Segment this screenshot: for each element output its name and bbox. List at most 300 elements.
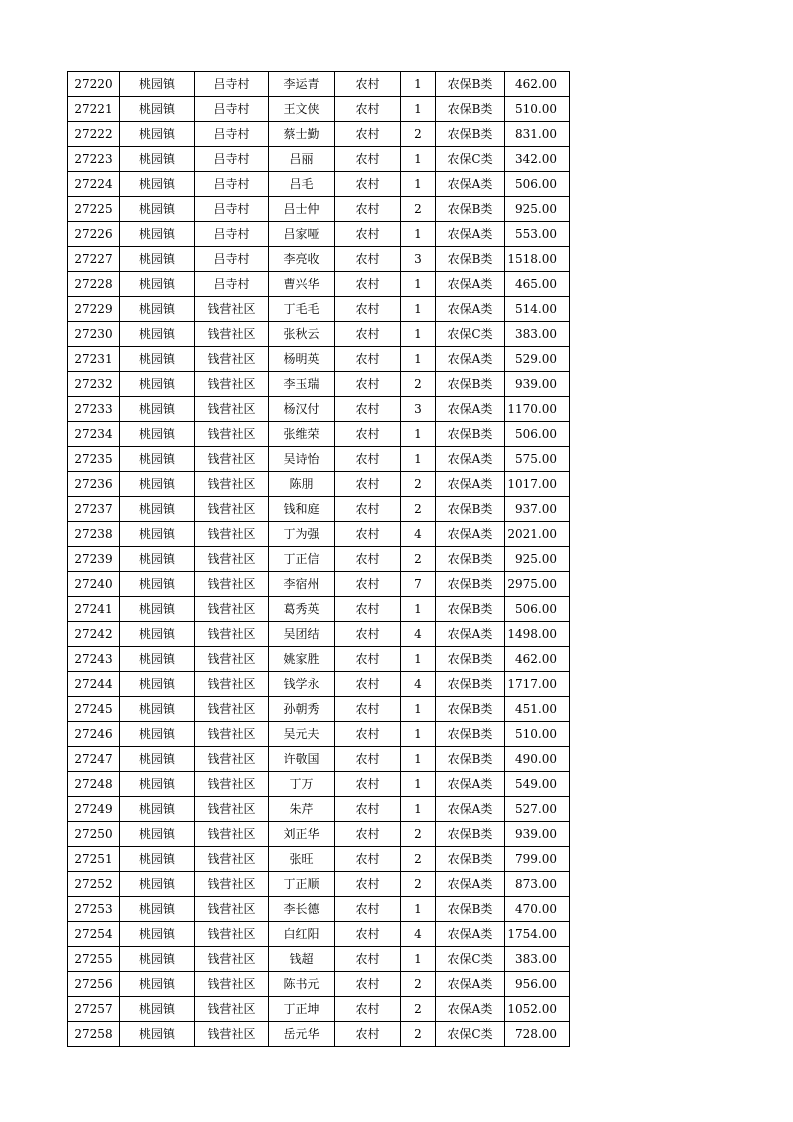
cell-amount: 510.00 xyxy=(505,97,570,122)
cell-name: 吕毛 xyxy=(269,172,335,197)
cell-name: 吕丽 xyxy=(269,147,335,172)
cell-id: 27258 xyxy=(68,1022,120,1047)
cell-village: 钱营社区 xyxy=(195,772,269,797)
cell-person-count: 2 xyxy=(401,547,436,572)
cell-town: 桃园镇 xyxy=(120,547,195,572)
cell-village: 钱营社区 xyxy=(195,522,269,547)
cell-category: 农保B类 xyxy=(436,122,505,147)
cell-id: 27228 xyxy=(68,272,120,297)
cell-household-type: 农村 xyxy=(335,522,401,547)
cell-village: 钱营社区 xyxy=(195,947,269,972)
cell-name: 张维荣 xyxy=(269,422,335,447)
cell-amount: 451.00 xyxy=(505,697,570,722)
cell-household-type: 农村 xyxy=(335,972,401,997)
table-row xyxy=(68,372,570,397)
cell-amount: 383.00 xyxy=(505,322,570,347)
cell-town: 桃园镇 xyxy=(120,122,195,147)
cell-amount: 510.00 xyxy=(505,722,570,747)
cell-id: 27254 xyxy=(68,922,120,947)
cell-category: 农保B类 xyxy=(436,197,505,222)
cell-id: 27229 xyxy=(68,297,120,322)
cell-category: 农保B类 xyxy=(436,247,505,272)
table-row xyxy=(68,672,570,697)
cell-person-count: 2 xyxy=(401,497,436,522)
cell-category: 农保A类 xyxy=(436,172,505,197)
cell-category: 农保A类 xyxy=(436,922,505,947)
cell-category: 农保B类 xyxy=(436,547,505,572)
cell-category: 农保B类 xyxy=(436,572,505,597)
cell-village: 钱营社区 xyxy=(195,747,269,772)
cell-town: 桃园镇 xyxy=(120,997,195,1022)
cell-household-type: 农村 xyxy=(335,422,401,447)
cell-id: 27227 xyxy=(68,247,120,272)
cell-town: 桃园镇 xyxy=(120,672,195,697)
cell-name: 李长德 xyxy=(269,897,335,922)
cell-person-count: 2 xyxy=(401,372,436,397)
cell-name: 蔡士勤 xyxy=(269,122,335,147)
cell-category: 农保B类 xyxy=(436,722,505,747)
cell-id: 27235 xyxy=(68,447,120,472)
cell-category: 农保B类 xyxy=(436,747,505,772)
cell-amount: 527.00 xyxy=(505,797,570,822)
cell-person-count: 1 xyxy=(401,97,436,122)
cell-amount: 873.00 xyxy=(505,872,570,897)
cell-category: 农保A类 xyxy=(436,447,505,472)
cell-household-type: 农村 xyxy=(335,247,401,272)
cell-town: 桃园镇 xyxy=(120,97,195,122)
cell-amount: 553.00 xyxy=(505,222,570,247)
cell-town: 桃园镇 xyxy=(120,797,195,822)
table-row xyxy=(68,322,570,347)
table-row xyxy=(68,222,570,247)
table-row xyxy=(68,797,570,822)
cell-town: 桃园镇 xyxy=(120,897,195,922)
cell-name: 白红阳 xyxy=(269,922,335,947)
cell-name: 李运青 xyxy=(269,72,335,97)
cell-name: 李宿州 xyxy=(269,572,335,597)
cell-name: 丁万 xyxy=(269,772,335,797)
cell-village: 钱营社区 xyxy=(195,397,269,422)
cell-category: 农保A类 xyxy=(436,972,505,997)
cell-village: 钱营社区 xyxy=(195,822,269,847)
cell-person-count: 1 xyxy=(401,447,436,472)
cell-name: 吴团结 xyxy=(269,622,335,647)
cell-amount: 575.00 xyxy=(505,447,570,472)
cell-person-count: 1 xyxy=(401,597,436,622)
table-row xyxy=(68,297,570,322)
table-row xyxy=(68,497,570,522)
cell-id: 27241 xyxy=(68,597,120,622)
cell-person-count: 1 xyxy=(401,172,436,197)
cell-village: 钱营社区 xyxy=(195,797,269,822)
cell-village: 吕寺村 xyxy=(195,72,269,97)
cell-name: 钱超 xyxy=(269,947,335,972)
cell-id: 27224 xyxy=(68,172,120,197)
cell-household-type: 农村 xyxy=(335,647,401,672)
cell-person-count: 2 xyxy=(401,822,436,847)
cell-amount: 1754.00 xyxy=(505,922,570,947)
cell-household-type: 农村 xyxy=(335,372,401,397)
cell-amount: 2975.00 xyxy=(505,572,570,597)
cell-household-type: 农村 xyxy=(335,72,401,97)
cell-id: 27257 xyxy=(68,997,120,1022)
cell-village: 吕寺村 xyxy=(195,147,269,172)
cell-person-count: 3 xyxy=(401,247,436,272)
cell-category: 农保B类 xyxy=(436,847,505,872)
cell-amount: 506.00 xyxy=(505,597,570,622)
cell-household-type: 农村 xyxy=(335,1022,401,1047)
cell-household-type: 农村 xyxy=(335,322,401,347)
table-row xyxy=(68,447,570,472)
cell-household-type: 农村 xyxy=(335,572,401,597)
cell-name: 许敬国 xyxy=(269,747,335,772)
cell-person-count: 1 xyxy=(401,747,436,772)
cell-village: 钱营社区 xyxy=(195,672,269,697)
cell-household-type: 农村 xyxy=(335,172,401,197)
cell-household-type: 农村 xyxy=(335,622,401,647)
cell-village: 钱营社区 xyxy=(195,972,269,997)
cell-category: 农保A类 xyxy=(436,997,505,1022)
cell-town: 桃园镇 xyxy=(120,647,195,672)
cell-household-type: 农村 xyxy=(335,822,401,847)
table-row xyxy=(68,897,570,922)
cell-id: 27220 xyxy=(68,72,120,97)
cell-village: 钱营社区 xyxy=(195,472,269,497)
cell-household-type: 农村 xyxy=(335,147,401,172)
cell-name: 钱学永 xyxy=(269,672,335,697)
cell-category: 农保A类 xyxy=(436,622,505,647)
table-row xyxy=(68,772,570,797)
cell-amount: 514.00 xyxy=(505,297,570,322)
cell-person-count: 1 xyxy=(401,297,436,322)
cell-person-count: 1 xyxy=(401,347,436,372)
cell-id: 27243 xyxy=(68,647,120,672)
cell-town: 桃园镇 xyxy=(120,922,195,947)
cell-id: 27239 xyxy=(68,547,120,572)
cell-town: 桃园镇 xyxy=(120,397,195,422)
cell-town: 桃园镇 xyxy=(120,272,195,297)
cell-category: 农保B类 xyxy=(436,97,505,122)
cell-name: 王文侠 xyxy=(269,97,335,122)
table-row xyxy=(68,1022,570,1047)
cell-person-count: 2 xyxy=(401,847,436,872)
cell-person-count: 1 xyxy=(401,72,436,97)
cell-person-count: 4 xyxy=(401,922,436,947)
cell-person-count: 3 xyxy=(401,397,436,422)
cell-id: 27234 xyxy=(68,422,120,447)
cell-name: 李亮收 xyxy=(269,247,335,272)
cell-amount: 799.00 xyxy=(505,847,570,872)
cell-town: 桃园镇 xyxy=(120,72,195,97)
cell-amount: 925.00 xyxy=(505,547,570,572)
cell-amount: 728.00 xyxy=(505,1022,570,1047)
cell-town: 桃园镇 xyxy=(120,197,195,222)
cell-amount: 465.00 xyxy=(505,272,570,297)
cell-id: 27244 xyxy=(68,672,120,697)
table-row xyxy=(68,822,570,847)
cell-amount: 506.00 xyxy=(505,422,570,447)
cell-category: 农保A类 xyxy=(436,797,505,822)
cell-amount: 1170.00 xyxy=(505,397,570,422)
cell-id: 27249 xyxy=(68,797,120,822)
table-row xyxy=(68,397,570,422)
cell-name: 丁正信 xyxy=(269,547,335,572)
cell-category: 农保C类 xyxy=(436,1022,505,1047)
cell-household-type: 农村 xyxy=(335,297,401,322)
cell-town: 桃园镇 xyxy=(120,697,195,722)
cell-id: 27245 xyxy=(68,697,120,722)
cell-name: 陈朋 xyxy=(269,472,335,497)
cell-name: 张秋云 xyxy=(269,322,335,347)
cell-household-type: 农村 xyxy=(335,722,401,747)
cell-id: 27246 xyxy=(68,722,120,747)
cell-id: 27236 xyxy=(68,472,120,497)
cell-id: 27232 xyxy=(68,372,120,397)
cell-person-count: 1 xyxy=(401,897,436,922)
cell-village: 钱营社区 xyxy=(195,422,269,447)
cell-category: 农保B类 xyxy=(436,697,505,722)
cell-person-count: 2 xyxy=(401,1022,436,1047)
cell-id: 27247 xyxy=(68,747,120,772)
cell-village: 钱营社区 xyxy=(195,347,269,372)
cell-amount: 925.00 xyxy=(505,197,570,222)
cell-name: 丁毛毛 xyxy=(269,297,335,322)
cell-amount: 831.00 xyxy=(505,122,570,147)
cell-amount: 549.00 xyxy=(505,772,570,797)
cell-amount: 939.00 xyxy=(505,822,570,847)
cell-id: 27225 xyxy=(68,197,120,222)
cell-town: 桃园镇 xyxy=(120,972,195,997)
table-row xyxy=(68,572,570,597)
cell-name: 丁正顺 xyxy=(269,872,335,897)
cell-village: 吕寺村 xyxy=(195,172,269,197)
cell-town: 桃园镇 xyxy=(120,322,195,347)
cell-village: 钱营社区 xyxy=(195,872,269,897)
cell-town: 桃园镇 xyxy=(120,497,195,522)
cell-id: 27223 xyxy=(68,147,120,172)
cell-amount: 1518.00 xyxy=(505,247,570,272)
cell-id: 27238 xyxy=(68,522,120,547)
cell-town: 桃园镇 xyxy=(120,172,195,197)
cell-category: 农保A类 xyxy=(436,347,505,372)
table-row xyxy=(68,272,570,297)
table-row xyxy=(68,347,570,372)
table-row xyxy=(68,647,570,672)
cell-id: 27231 xyxy=(68,347,120,372)
cell-id: 27250 xyxy=(68,822,120,847)
cell-id: 27226 xyxy=(68,222,120,247)
cell-person-count: 4 xyxy=(401,622,436,647)
cell-category: 农保A类 xyxy=(436,297,505,322)
cell-town: 桃园镇 xyxy=(120,347,195,372)
cell-amount: 490.00 xyxy=(505,747,570,772)
cell-category: 农保C类 xyxy=(436,322,505,347)
cell-person-count: 1 xyxy=(401,647,436,672)
cell-name: 陈书元 xyxy=(269,972,335,997)
table-row xyxy=(68,722,570,747)
cell-amount: 383.00 xyxy=(505,947,570,972)
cell-category: 农保A类 xyxy=(436,272,505,297)
cell-town: 桃园镇 xyxy=(120,522,195,547)
cell-amount: 1052.00 xyxy=(505,997,570,1022)
cell-person-count: 4 xyxy=(401,522,436,547)
cell-name: 吕士仲 xyxy=(269,197,335,222)
cell-name: 张旺 xyxy=(269,847,335,872)
table-row xyxy=(68,97,570,122)
cell-town: 桃园镇 xyxy=(120,597,195,622)
cell-name: 刘正华 xyxy=(269,822,335,847)
cell-village: 钱营社区 xyxy=(195,597,269,622)
cell-town: 桃园镇 xyxy=(120,722,195,747)
cell-town: 桃园镇 xyxy=(120,947,195,972)
cell-town: 桃园镇 xyxy=(120,622,195,647)
table-row xyxy=(68,522,570,547)
table-row xyxy=(68,922,570,947)
cell-person-count: 1 xyxy=(401,947,436,972)
cell-person-count: 2 xyxy=(401,972,436,997)
cell-person-count: 1 xyxy=(401,222,436,247)
cell-name: 李玉瑞 xyxy=(269,372,335,397)
cell-town: 桃园镇 xyxy=(120,772,195,797)
table-row xyxy=(68,997,570,1022)
table-row xyxy=(68,597,570,622)
cell-id: 27256 xyxy=(68,972,120,997)
cell-category: 农保C类 xyxy=(436,147,505,172)
cell-category: 农保A类 xyxy=(436,772,505,797)
cell-town: 桃园镇 xyxy=(120,422,195,447)
cell-id: 27251 xyxy=(68,847,120,872)
cell-village: 钱营社区 xyxy=(195,572,269,597)
cell-name: 吕家哑 xyxy=(269,222,335,247)
cell-category: 农保B类 xyxy=(436,647,505,672)
cell-village: 吕寺村 xyxy=(195,272,269,297)
cell-name: 丁正坤 xyxy=(269,997,335,1022)
cell-id: 27221 xyxy=(68,97,120,122)
table-row xyxy=(68,122,570,147)
cell-village: 吕寺村 xyxy=(195,247,269,272)
cell-category: 农保B类 xyxy=(436,597,505,622)
cell-name: 朱芹 xyxy=(269,797,335,822)
cell-village: 钱营社区 xyxy=(195,497,269,522)
cell-amount: 956.00 xyxy=(505,972,570,997)
cell-household-type: 农村 xyxy=(335,222,401,247)
cell-town: 桃园镇 xyxy=(120,297,195,322)
cell-town: 桃园镇 xyxy=(120,247,195,272)
cell-household-type: 农村 xyxy=(335,922,401,947)
cell-person-count: 7 xyxy=(401,572,436,597)
cell-id: 27252 xyxy=(68,872,120,897)
table-row xyxy=(68,697,570,722)
cell-village: 钱营社区 xyxy=(195,447,269,472)
cell-id: 27230 xyxy=(68,322,120,347)
cell-village: 吕寺村 xyxy=(195,97,269,122)
cell-id: 27222 xyxy=(68,122,120,147)
data-table xyxy=(67,71,570,1047)
cell-category: 农保B类 xyxy=(436,372,505,397)
cell-village: 钱营社区 xyxy=(195,922,269,947)
cell-household-type: 农村 xyxy=(335,872,401,897)
cell-village: 钱营社区 xyxy=(195,547,269,572)
table-row xyxy=(68,872,570,897)
cell-category: 农保B类 xyxy=(436,422,505,447)
cell-village: 钱营社区 xyxy=(195,997,269,1022)
table-row xyxy=(68,422,570,447)
cell-village: 钱营社区 xyxy=(195,647,269,672)
cell-amount: 470.00 xyxy=(505,897,570,922)
cell-person-count: 1 xyxy=(401,422,436,447)
cell-town: 桃园镇 xyxy=(120,822,195,847)
cell-town: 桃园镇 xyxy=(120,1022,195,1047)
cell-amount: 939.00 xyxy=(505,372,570,397)
cell-household-type: 农村 xyxy=(335,97,401,122)
cell-town: 桃园镇 xyxy=(120,222,195,247)
cell-name: 杨汉付 xyxy=(269,397,335,422)
cell-household-type: 农村 xyxy=(335,347,401,372)
cell-person-count: 2 xyxy=(401,997,436,1022)
cell-name: 钱和庭 xyxy=(269,497,335,522)
cell-village: 钱营社区 xyxy=(195,697,269,722)
table-row xyxy=(68,947,570,972)
cell-person-count: 2 xyxy=(401,472,436,497)
cell-category: 农保A类 xyxy=(436,222,505,247)
cell-household-type: 农村 xyxy=(335,847,401,872)
cell-village: 吕寺村 xyxy=(195,197,269,222)
cell-household-type: 农村 xyxy=(335,497,401,522)
cell-household-type: 农村 xyxy=(335,272,401,297)
cell-village: 钱营社区 xyxy=(195,322,269,347)
cell-person-count: 1 xyxy=(401,147,436,172)
cell-category: 农保C类 xyxy=(436,947,505,972)
cell-id: 27240 xyxy=(68,572,120,597)
cell-category: 农保A类 xyxy=(436,522,505,547)
cell-household-type: 农村 xyxy=(335,672,401,697)
cell-household-type: 农村 xyxy=(335,447,401,472)
cell-town: 桃园镇 xyxy=(120,847,195,872)
cell-category: 农保A类 xyxy=(436,472,505,497)
cell-id: 27248 xyxy=(68,772,120,797)
cell-name: 吴诗怡 xyxy=(269,447,335,472)
cell-town: 桃园镇 xyxy=(120,747,195,772)
cell-household-type: 农村 xyxy=(335,547,401,572)
cell-village: 钱营社区 xyxy=(195,297,269,322)
cell-person-count: 1 xyxy=(401,772,436,797)
cell-household-type: 农村 xyxy=(335,772,401,797)
cell-name: 丁为强 xyxy=(269,522,335,547)
cell-household-type: 农村 xyxy=(335,747,401,772)
cell-village: 钱营社区 xyxy=(195,897,269,922)
cell-amount: 462.00 xyxy=(505,72,570,97)
cell-person-count: 2 xyxy=(401,122,436,147)
cell-household-type: 农村 xyxy=(335,947,401,972)
table-row xyxy=(68,847,570,872)
cell-name: 岳元华 xyxy=(269,1022,335,1047)
table-row xyxy=(68,622,570,647)
cell-village: 吕寺村 xyxy=(195,122,269,147)
cell-amount: 1017.00 xyxy=(505,472,570,497)
cell-town: 桃园镇 xyxy=(120,572,195,597)
cell-category: 农保A类 xyxy=(436,397,505,422)
table-row xyxy=(68,172,570,197)
cell-name: 曹兴华 xyxy=(269,272,335,297)
cell-id: 27233 xyxy=(68,397,120,422)
cell-village: 吕寺村 xyxy=(195,222,269,247)
cell-amount: 1717.00 xyxy=(505,672,570,697)
cell-household-type: 农村 xyxy=(335,797,401,822)
cell-household-type: 农村 xyxy=(335,397,401,422)
cell-household-type: 农村 xyxy=(335,122,401,147)
cell-town: 桃园镇 xyxy=(120,447,195,472)
cell-category: 农保A类 xyxy=(436,872,505,897)
